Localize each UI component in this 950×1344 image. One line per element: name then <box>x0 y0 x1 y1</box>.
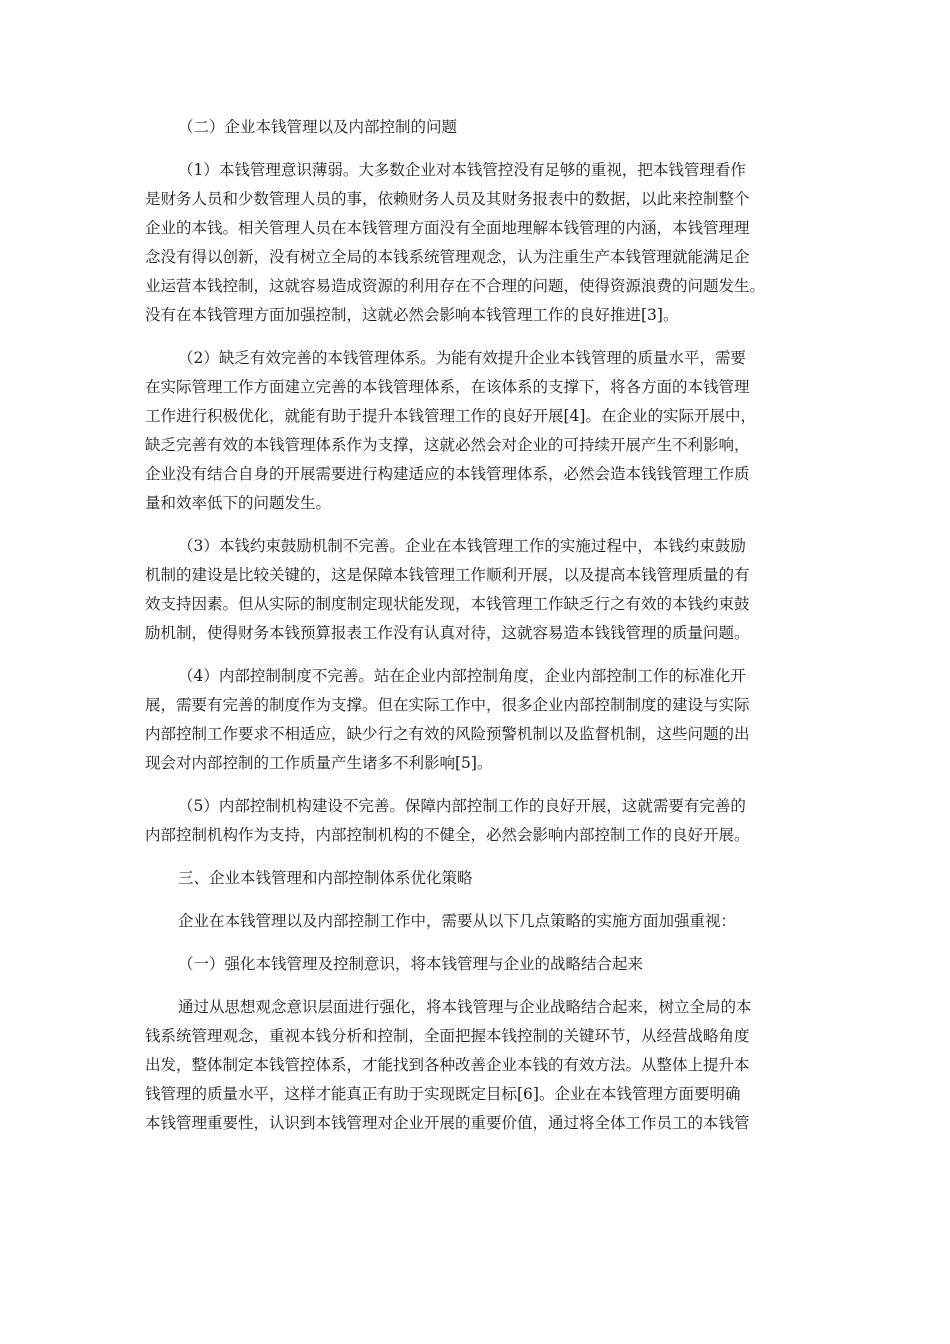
paragraph-line: 业运营本钱控制，这就容易造成资源的利用存在不合理的问题，使得资源浪费的问题发生。 <box>145 277 766 295</box>
paragraph-internal-control-system <box>145 662 805 778</box>
paragraph-internal-control-agency <box>145 792 805 850</box>
paragraph-line: 企业没有结合自身的开展需要进行构建适应的本钱管理体系，必然会造本钱钱管理工作质 <box>145 465 750 483</box>
paragraph-line: （3）本钱约束鼓励机制不完善。企业在本钱管理工作的实施过程中，本钱约束鼓励 <box>178 537 746 555</box>
paragraph-cost-awareness <box>145 156 805 330</box>
paragraph-line: 量和效率低下的问题发生。 <box>145 494 332 512</box>
paragraph-line: 内部控制工作要求不相适应，缺少行之有效的风险预警机制以及监督机制，这些问题的出 <box>145 725 750 743</box>
paragraph-line: 出发，整体制定本钱管控体系，才能找到各种改善企业本钱的有效方法。从整体上提升本 <box>145 1056 750 1074</box>
document-body <box>145 113 805 1138</box>
paragraph-incentive-mechanism <box>145 532 805 648</box>
paragraph-line: （4）内部控制制度不完善。站在企业内部控制角度，企业内部控制工作的标准化开 <box>178 667 746 685</box>
paragraph-cost-system <box>145 344 805 518</box>
paragraph-line: 机制的建设是比较关键的，这是保障本钱管理工作顺利开展，以及提高本钱管理质量的有 <box>145 566 750 584</box>
paragraph-line: 展，需要有完善的制度作为支撑。但在实际工作中，很多企业内部控制制度的建设与实际 <box>145 696 750 714</box>
paragraph-line: （2）缺乏有效完善的本钱管理体系。为能有效提升企业本钱管理的质量水平，需要 <box>178 349 746 367</box>
paragraph-strategy <box>145 993 805 1138</box>
paragraph-line: 在实际管理工作方面建立完善的本钱管理体系，在该体系的支撑下，将各方面的本钱管理 <box>145 378 750 396</box>
paragraph-line: 工作进行积极优化，就能有助于提升本钱管理工作的良好开展[4]。在企业的实际开展中， <box>145 407 756 425</box>
subsection-heading: （一）强化本钱管理及控制意识，将本钱管理与企业的战略结合起来 <box>178 955 644 973</box>
paragraph-line: （5）内部控制机构建设不完善。保障内部控制工作的良好开展，这就需要有完善的 <box>178 797 746 815</box>
paragraph-line: 念没有得以创新，没有树立全局的本钱系统管理观念，认为注重生产本钱管理就能满足企 <box>145 248 750 266</box>
paragraph-line: 励机制，使得财务本钱预算报表工作没有认真对待，这就容易造本钱钱管理的质量问题。 <box>145 624 750 642</box>
paragraph-line: 现会对内部控制的工作质量产生诸多不利影响[5]。 <box>145 754 493 772</box>
paragraph-line: 钱管理的质量水平，这样才能真正有助于实现既定目标[6]。企业在本钱管理方面要明确 <box>145 1085 741 1103</box>
paragraph-line: 是财务人员和少数管理人员的事，依赖财务人员及其财务报表中的数据，以此来控制整个 <box>145 190 750 208</box>
intro-paragraph: 企业在本钱管理以及内部控制工作中，需要从以下几点策略的实施方面加强重视： <box>178 912 737 930</box>
paragraph-line: 本钱管理重要性，认识到本钱管理对企业开展的重要价值，通过将全体工作员工的本钱管 <box>145 1114 750 1132</box>
section-heading: （二）企业本钱管理以及内部控制的问题 <box>178 118 458 136</box>
paragraph-line: （1）本钱管理意识薄弱。大多数企业对本钱管控没有足够的重视，把本钱管理看作 <box>178 161 746 179</box>
paragraph-line: 缺乏完善有效的本钱管理体系作为支撑，这就必然会对企业的可持续开展产生不利影响， <box>145 436 750 454</box>
section-heading: 三、企业本钱管理和内部控制体系优化策略 <box>178 869 473 887</box>
paragraph-line: 钱系统管理观念，重视本钱分析和控制，全面把握本钱控制的关键环节，从经营战略角度 <box>145 1027 750 1045</box>
paragraph-line: 企业的本钱。相关管理人员在本钱管理方面没有全面地理解本钱管理的内涵，本钱管理理 <box>145 219 750 237</box>
paragraph-line: 效支持因素。但从实际的制度制定现状能发现，本钱管理工作缺乏行之有效的本钱约束鼓 <box>145 595 750 613</box>
paragraph-line: 内部控制机构作为支持，内部控制机构的不健全，必然会影响内部控制工作的良好开展。 <box>145 826 750 844</box>
paragraph-line: 通过从思想观念意识层面进行强化，将本钱管理与企业战略结合起来，树立全局的本 <box>178 998 752 1016</box>
paragraph-line: 没有在本钱管理方面加强控制，这就必然会影响本钱管理工作的良好推进[3]。 <box>145 306 679 324</box>
